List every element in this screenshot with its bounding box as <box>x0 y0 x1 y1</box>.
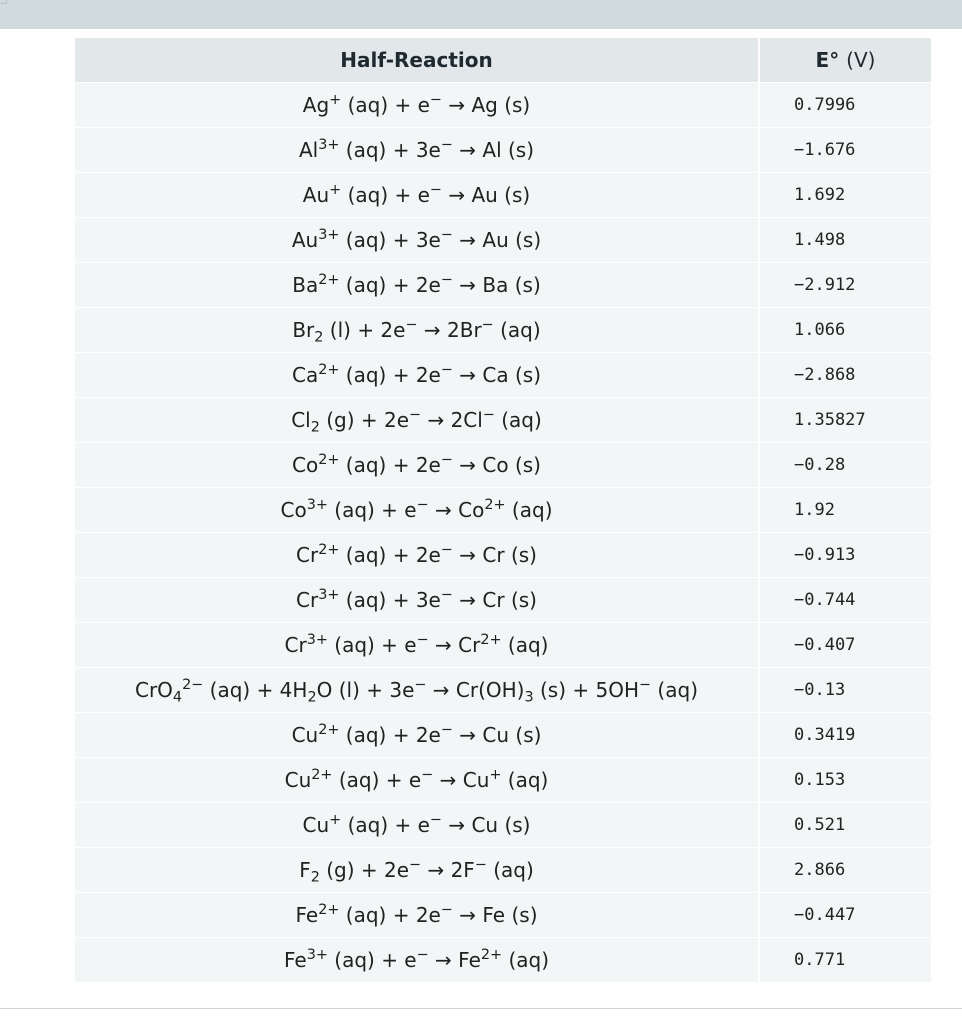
reaction-text: → Cr(OH) <box>426 678 525 702</box>
reaction-text: (aq) + 3e <box>339 228 441 252</box>
reaction-text: → Fe (s) <box>452 903 538 927</box>
half-reaction-cell <box>75 398 759 443</box>
superscript: 2+ <box>480 632 502 649</box>
superscript: 3+ <box>318 587 340 604</box>
reaction-text: → Al (s) <box>452 138 535 162</box>
reaction-text: (aq) <box>505 498 553 522</box>
reaction-text: (aq) <box>502 948 550 972</box>
reaction-text: Cu <box>284 768 312 792</box>
reaction-text: Cr <box>296 588 319 612</box>
reaction-text: → Ag (s) <box>441 93 531 117</box>
reaction-text: (aq) + e <box>341 93 430 117</box>
table-row <box>75 353 932 398</box>
table-row <box>75 758 932 803</box>
superscript: − <box>409 407 422 424</box>
half-reaction-cell <box>75 128 759 173</box>
half-reaction-cell <box>75 488 759 533</box>
reaction-text: Au <box>302 183 330 207</box>
half-reaction-cell <box>75 308 759 353</box>
superscript: 2+ <box>318 542 340 559</box>
reaction-text: (aq) + 2e <box>339 543 441 567</box>
superscript: 2+ <box>480 947 503 964</box>
reaction-text: → Cr (s) <box>452 588 537 612</box>
reaction-text: (aq) + 3e <box>339 588 441 612</box>
superscript: − <box>440 137 453 154</box>
potential-value-cell: 1.92 <box>759 488 932 533</box>
reaction-text: Cr <box>296 543 319 567</box>
potential-value-cell: −0.13 <box>759 668 932 713</box>
reaction-text: → Au (s) <box>441 183 531 207</box>
superscript: 3+ <box>306 497 328 514</box>
superscript: 2+ <box>318 722 340 739</box>
table-row <box>75 218 932 263</box>
superscript: − <box>440 227 453 244</box>
reaction-text: → Cu <box>433 768 490 792</box>
reaction-text: O (l) + 3e <box>316 678 415 702</box>
potential-value-cell: 0.521 <box>759 803 932 848</box>
superscript: − <box>429 92 442 109</box>
reaction-text: → Au (s) <box>452 228 542 252</box>
half-reaction-cell <box>75 758 759 803</box>
reaction-text: → 2Br <box>417 318 482 342</box>
reaction-text: (aq) <box>501 768 549 792</box>
table-row <box>75 533 932 578</box>
potential-value-cell: 1.066 <box>759 308 932 353</box>
reaction-text: (aq) + 4H <box>203 678 308 702</box>
toolbar-corner-mark <box>0 0 7 4</box>
subscript: 2 <box>307 689 317 706</box>
potential-value-cell: 0.153 <box>759 758 932 803</box>
reaction-text: F <box>299 858 311 882</box>
superscript: 2+ <box>318 452 340 469</box>
reaction-text: → Cu (s) <box>441 813 531 837</box>
table-row <box>75 623 932 668</box>
superscript: 2+ <box>318 362 340 379</box>
reaction-text: (aq) + 2e <box>339 903 441 927</box>
superscript: − <box>429 812 442 829</box>
half-reaction-cell <box>75 938 759 983</box>
half-reaction-cell <box>75 623 759 668</box>
reaction-text: Ag <box>302 93 330 117</box>
potential-value-cell: −2.912 <box>759 263 932 308</box>
superscript: 3+ <box>306 632 328 649</box>
potential-value-cell: −0.447 <box>759 893 932 938</box>
reaction-text: → Fe <box>428 948 481 972</box>
half-reaction-cell <box>75 533 759 578</box>
superscript: − <box>416 497 429 514</box>
bottom-divider <box>0 1008 962 1009</box>
reaction-text: Al <box>298 138 319 162</box>
reaction-text: (aq) + e <box>327 633 417 657</box>
reaction-text: → Ba (s) <box>452 273 541 297</box>
potential-value-cell: −0.913 <box>759 533 932 578</box>
superscript: − <box>405 317 418 334</box>
half-reaction-cell <box>75 803 759 848</box>
reaction-text: (aq) + e <box>341 183 430 207</box>
reaction-text: (aq) + e <box>327 498 417 522</box>
potential-value-cell: 0.3419 <box>759 713 932 758</box>
superscript: 3+ <box>318 137 340 154</box>
reaction-text: (g) + 2e <box>319 408 410 432</box>
table-row <box>75 668 932 713</box>
table-row <box>75 263 932 308</box>
table-row <box>75 488 932 533</box>
superscript: + <box>329 92 342 109</box>
reaction-text: CrO <box>134 678 173 702</box>
half-reaction-cell <box>75 578 759 623</box>
superscript: − <box>440 587 453 604</box>
superscript: + <box>329 812 342 829</box>
potential-value-cell: −0.28 <box>759 443 932 488</box>
table-row <box>75 803 932 848</box>
reaction-text: Co <box>280 498 307 522</box>
reaction-text: (aq) + 2e <box>339 363 441 387</box>
reaction-text: Ba <box>292 273 319 297</box>
reaction-text: (aq) + e <box>327 948 417 972</box>
superscript: − <box>440 542 453 559</box>
reaction-text: (g) + 2e <box>319 858 410 882</box>
reaction-text: (s) + 5OH <box>533 678 640 702</box>
superscript: − <box>639 677 652 694</box>
superscript: 3+ <box>306 947 328 964</box>
reaction-text: (aq) + 2e <box>339 723 441 747</box>
reaction-text: (aq) <box>494 408 542 432</box>
superscript: − <box>409 857 422 874</box>
potential-value-cell: 1.498 <box>759 218 932 263</box>
reaction-text: Ca <box>291 363 319 387</box>
superscript: − <box>429 182 442 199</box>
table-row <box>75 938 932 983</box>
reaction-text: → Cu (s) <box>452 723 542 747</box>
superscript: − <box>416 632 429 649</box>
reduction-potential-table-container[interactable] <box>75 38 932 1008</box>
reaction-text: (aq) + 2e <box>339 453 441 477</box>
superscript: − <box>481 317 494 334</box>
reaction-text: Au <box>291 228 319 252</box>
superscript: + <box>489 767 502 784</box>
superscript: 2− <box>182 677 204 694</box>
reaction-text: Cu <box>302 813 330 837</box>
half-reaction-cell <box>75 668 759 713</box>
reaction-text: (aq) <box>651 678 698 702</box>
superscript: − <box>482 407 495 424</box>
superscript: 2+ <box>318 902 340 919</box>
table-header-row <box>75 38 932 83</box>
superscript: + <box>329 182 342 199</box>
table-row <box>75 713 932 758</box>
reaction-text: (aq) + 3e <box>339 138 441 162</box>
superscript: − <box>440 272 453 289</box>
superscript: − <box>440 722 453 739</box>
table-row <box>75 443 932 488</box>
table-row <box>75 578 932 623</box>
table-row <box>75 398 932 443</box>
table-row <box>75 83 932 128</box>
reaction-text: (aq) + e <box>332 768 422 792</box>
half-reaction-cell <box>75 263 759 308</box>
table-row <box>75 893 932 938</box>
subscript: 3 <box>524 689 534 706</box>
half-reaction-cell <box>75 713 759 758</box>
reaction-text: → Cr <box>428 633 481 657</box>
reduction-potential-table <box>75 38 932 982</box>
reaction-text: Fe <box>283 948 307 972</box>
potential-value-cell: 2.866 <box>759 848 932 893</box>
reaction-text: Cu <box>291 723 319 747</box>
half-reaction-cell <box>75 83 759 128</box>
top-toolbar-band <box>0 0 962 29</box>
reaction-text: → Co (s) <box>452 453 541 477</box>
superscript: − <box>414 677 427 694</box>
superscript: 2+ <box>318 272 340 289</box>
potential-value-cell: 0.7996 <box>759 83 932 128</box>
table-row <box>75 128 932 173</box>
potential-value-cell: −1.676 <box>759 128 932 173</box>
reaction-text: (aq) <box>493 318 541 342</box>
superscript: 3+ <box>318 227 340 244</box>
table-body <box>75 83 932 983</box>
superscript: 2+ <box>311 767 333 784</box>
subscript: 2 <box>310 869 320 886</box>
half-reaction-cell <box>75 848 759 893</box>
reaction-text: Co <box>292 453 319 477</box>
reaction-text: → Co <box>428 498 485 522</box>
subscript: 2 <box>310 419 320 436</box>
reaction-text: (l) + 2e <box>323 318 406 342</box>
potential-value-cell: 0.771 <box>759 938 932 983</box>
superscript: − <box>416 947 429 964</box>
reaction-text: → Ca (s) <box>452 363 541 387</box>
reaction-text: (aq) <box>486 858 534 882</box>
reaction-text: → 2F <box>421 858 475 882</box>
half-reaction-cell <box>75 218 759 263</box>
table-row <box>75 173 932 218</box>
reaction-text: (aq) + e <box>341 813 430 837</box>
superscript: − <box>421 767 434 784</box>
reaction-text: Fe <box>295 903 319 927</box>
subscript: 2 <box>314 329 324 346</box>
header-e-symbol: E° <box>815 48 840 72</box>
header-half-reaction: Half-Reaction <box>75 38 759 83</box>
reaction-text: Cl <box>291 408 311 432</box>
potential-value-cell: −0.744 <box>759 578 932 623</box>
header-potential <box>759 38 932 83</box>
half-reaction-cell <box>75 893 759 938</box>
potential-value-cell: −0.407 <box>759 623 932 668</box>
superscript: − <box>440 362 453 379</box>
superscript: − <box>474 857 487 874</box>
reaction-text: → Cr (s) <box>452 543 537 567</box>
superscript: − <box>440 452 453 469</box>
superscript: 2+ <box>484 497 506 514</box>
half-reaction-cell <box>75 443 759 488</box>
superscript: − <box>440 902 453 919</box>
reaction-text: (aq) <box>501 633 549 657</box>
table-row <box>75 848 932 893</box>
table-row <box>75 308 932 353</box>
half-reaction-cell <box>75 173 759 218</box>
potential-value-cell: −2.868 <box>759 353 932 398</box>
potential-value-cell: 1.35827 <box>759 398 932 443</box>
subscript: 4 <box>172 689 183 706</box>
potential-value-cell: 1.692 <box>759 173 932 218</box>
reaction-text: Br <box>292 318 315 342</box>
half-reaction-cell <box>75 353 759 398</box>
reaction-text: (aq) + 2e <box>339 273 441 297</box>
header-e-unit: (V) <box>846 48 876 72</box>
reaction-text: Cr <box>284 633 307 657</box>
reaction-text: → 2Cl <box>421 408 483 432</box>
